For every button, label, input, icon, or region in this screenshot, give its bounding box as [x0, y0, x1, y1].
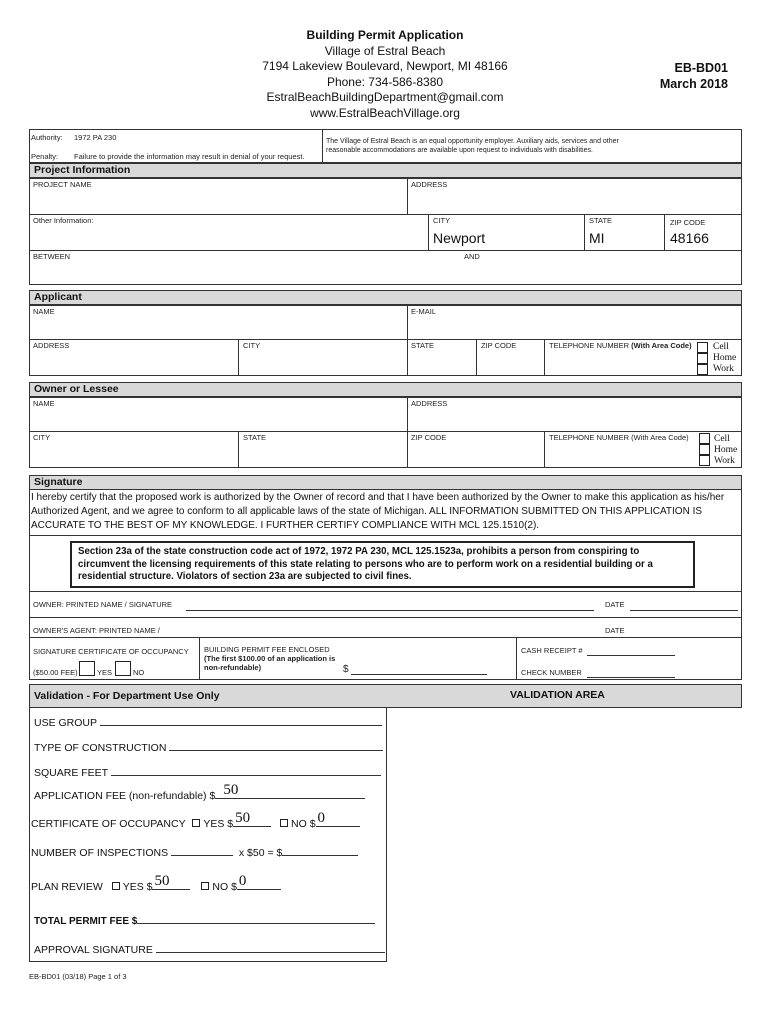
applicant-state-label: STATE	[411, 341, 435, 350]
form-title: Building Permit Application	[306, 28, 464, 42]
project-zip-label: ZIP CODE	[670, 218, 706, 227]
project-city-value[interactable]: Newport	[433, 230, 486, 246]
cert-occ-label: CERTIFICATE OF OCCUPANCY	[31, 818, 186, 830]
applicant-phone-label	[549, 341, 692, 350]
plan-no-checkbox[interactable]	[201, 882, 209, 890]
cert-occ-yes-checkbox[interactable]	[192, 819, 200, 827]
cert-occ-no-label: NO $	[291, 818, 316, 830]
page-footer: EB-BD01 (03/18) Page 1 of 3	[29, 972, 127, 981]
app-fee-label: APPLICATION FEE (non-refundable) $	[34, 790, 216, 802]
app-fee-value: 50	[223, 782, 239, 798]
divider	[238, 431, 239, 468]
cert-no-line[interactable]	[316, 810, 360, 827]
divider	[29, 617, 742, 618]
signature-heading: Signature	[29, 475, 742, 490]
divider	[584, 214, 585, 250]
divider	[199, 637, 200, 680]
approval-label: APPROVAL SIGNATURE	[34, 944, 153, 956]
cash-receipt-label: CASH RECEIPT #	[521, 646, 583, 655]
other-info-label: Other Information:	[33, 216, 94, 225]
total-fee-row	[34, 913, 375, 927]
divider	[29, 214, 742, 215]
divider	[238, 339, 239, 376]
phone-label-text: TELEPHONE NUMBER	[549, 341, 630, 350]
applicant-zip-label: ZIP CODE	[481, 341, 517, 350]
plan-yes-checkbox[interactable]	[112, 882, 120, 890]
form-code: EB-BD01	[674, 61, 728, 75]
plan-no-label: NO $	[212, 881, 237, 893]
applicant-city-label: CITY	[243, 341, 261, 350]
owner-city-label: CITY	[33, 433, 51, 442]
use-group-row	[34, 715, 382, 729]
divider	[407, 305, 408, 376]
app-fee-line[interactable]	[215, 782, 365, 799]
owner-cell-checkbox[interactable]	[699, 433, 710, 444]
applicant-home-label: Home	[713, 353, 737, 363]
org-address: 7194 Lakeview Boulevard, Newport, MI 48166	[262, 59, 508, 73]
penalty-label: Penalty:	[31, 152, 59, 161]
cert-occ-no-checkbox[interactable]	[280, 819, 288, 827]
applicant-cell-label: Cell	[713, 342, 729, 352]
applicant-work-checkbox[interactable]	[697, 364, 708, 375]
org-website: www.EstralBeachVillage.org	[310, 105, 460, 120]
divider	[476, 339, 477, 376]
owner-signature-label: OWNER: PRINTED NAME / SIGNATURE	[33, 600, 173, 609]
agent-date-label: DATE	[605, 626, 625, 635]
eeo-line1: The Village of Estral Beach is an equal opportunity employer. Auxiliary aids, services and other	[326, 138, 619, 145]
owner-name-label: NAME	[33, 399, 55, 408]
owner-cell-label: Cell	[714, 434, 730, 444]
divider	[428, 214, 429, 250]
project-box	[29, 178, 742, 285]
total-fee-label: TOTAL PERMIT FEE $	[34, 916, 138, 927]
divider	[29, 431, 742, 432]
owner-heading: Owner or Lessee	[29, 382, 742, 397]
total-fee-line[interactable]	[137, 913, 375, 924]
authority-label: Authority:	[31, 133, 63, 142]
project-address-label: ADDRESS	[411, 180, 448, 189]
use-group-label: USE GROUP	[34, 717, 97, 729]
plan-yes-label: YES $	[122, 881, 153, 893]
org-email: EstralBeachBuildingDepartment@gmail.com	[266, 90, 504, 104]
plan-yes-value: 50	[154, 873, 170, 889]
fee-enclosed-note: (The first $100.00 of an application is	[204, 654, 336, 663]
owner-signature-line[interactable]	[186, 610, 594, 611]
plan-no-value: 0	[238, 873, 247, 889]
org-phone: Phone: 734-586-8380	[326, 74, 444, 89]
plan-yes-line[interactable]	[152, 873, 190, 890]
inspections-total-line[interactable]	[282, 845, 358, 856]
fee-dollar-sign: $	[343, 664, 349, 675]
square-feet-line[interactable]	[111, 765, 381, 776]
approval-row	[34, 942, 385, 956]
owner-home-checkbox[interactable]	[699, 444, 710, 455]
applicant-home-checkbox[interactable]	[697, 353, 708, 364]
construction-label: TYPE OF CONSTRUCTION	[34, 742, 167, 754]
cert-yes-line[interactable]	[233, 810, 271, 827]
cert-yes-label: YES	[97, 668, 113, 677]
signature-line3: ACCURATE TO THE BEST OF MY KNOWLEDGE. I FURTHER CERTIFY COMPLIANCE WITH MCL 125.1510(2).	[31, 520, 540, 531]
cert-yes-value: 50	[235, 810, 251, 826]
cert-yes-checkbox[interactable]	[79, 661, 95, 676]
form-code-block	[660, 60, 728, 92]
penalty-value: Failure to provide the information may result in denial of your request.	[74, 152, 305, 161]
cert-no-label: NO	[133, 668, 145, 677]
owner-phone-label: TELEPHONE NUMBER (With Area Code)	[549, 433, 689, 442]
app-fee-row	[34, 782, 365, 802]
owner-work-label: Work	[714, 456, 735, 466]
inspections-label: NUMBER OF INSPECTIONS	[31, 847, 169, 859]
inspections-fee-label: x $50 = $	[238, 847, 283, 859]
eeo-line2: reasonable accommodations are available upon request to individuals with disabilities.	[326, 147, 593, 154]
agent-signature-label: OWNER'S AGENT: PRINTED NAME /	[33, 626, 160, 635]
divider	[664, 214, 665, 250]
project-state-value[interactable]: MI	[589, 230, 605, 246]
check-number-label: CHECK NUMBER	[521, 668, 582, 677]
cert-no-checkbox[interactable]	[115, 661, 131, 676]
between-label: BETWEEN	[33, 252, 71, 261]
applicant-address-label: ADDRESS	[33, 341, 70, 350]
cert-occ-row	[31, 810, 360, 830]
phone-label-bold: (With Area Code)	[629, 341, 692, 350]
plan-review-label: PLAN REVIEW	[31, 881, 103, 893]
project-zip-value[interactable]: 48166	[670, 230, 709, 246]
fee-amount-line[interactable]	[351, 674, 487, 675]
owner-date-label: DATE	[605, 600, 625, 609]
owner-date-line[interactable]	[630, 610, 738, 611]
use-group-line[interactable]	[100, 715, 382, 726]
approval-line[interactable]	[156, 942, 385, 953]
header	[0, 28, 770, 121]
inspections-line[interactable]	[171, 845, 233, 856]
applicant-name-label: NAME	[33, 307, 55, 316]
validation-heading: Validation - For Department Use Only	[34, 690, 220, 702]
applicant-cell-checkbox[interactable]	[697, 342, 708, 353]
project-city-label: CITY	[433, 216, 451, 225]
divider	[322, 129, 323, 163]
applicant-heading: Applicant	[29, 290, 742, 305]
signature-line1: I hereby certify that the proposed work is authorized by the Owner of record and that I have been authorized by the Owner to make this application as his/her	[31, 492, 725, 503]
cert-occ-yes-label: YES $	[203, 818, 234, 830]
inspections-row	[31, 845, 358, 859]
cert-fee-label: ($50.00 FEE)	[33, 668, 78, 677]
plan-no-line[interactable]	[237, 873, 281, 890]
validation-area-label: VALIDATION AREA	[510, 689, 605, 701]
divider	[29, 250, 742, 251]
cert-occupancy-label: SIGNATURE CERTIFICATE OF OCCUPANCY	[33, 647, 189, 656]
owner-zip-label: ZIP CODE	[411, 433, 447, 442]
owner-work-checkbox[interactable]	[699, 455, 710, 466]
authority-value: 1972 PA 230	[74, 133, 117, 142]
cert-no-value: 0	[317, 810, 326, 826]
cash-receipt-line[interactable]	[587, 655, 675, 656]
org-name: Village of Estral Beach	[324, 43, 446, 58]
divider	[407, 397, 408, 468]
project-state-label: STATE	[589, 216, 613, 225]
validation-heading-bar	[29, 684, 742, 708]
construction-row	[34, 740, 383, 754]
applicant-email-label: E-MAIL	[411, 307, 437, 316]
divider	[29, 339, 742, 340]
section-23a-notice: Section 23a of the state construction code act of 1972, 1972 PA 230, MCL 125.1523a, prohibits a person from conspiring to circumvent the licensing requirements of this state relating to persons who are to perform work on a residential building or a residential structure. Violators of section 23a are subjected to civil fines.	[70, 541, 695, 588]
project-name-label: PROJECT NAME	[33, 180, 92, 189]
fee-enclosed-note2: non-refundable)	[204, 663, 262, 672]
form-date: March 2018	[659, 77, 728, 91]
divider	[516, 637, 517, 680]
and-label: AND	[464, 252, 480, 261]
square-feet-row	[34, 765, 381, 779]
applicant-work-label: Work	[713, 364, 734, 374]
divider	[544, 339, 545, 376]
plan-review-row	[31, 873, 281, 893]
construction-line[interactable]	[169, 740, 383, 751]
divider	[544, 431, 545, 468]
divider	[407, 178, 408, 214]
check-number-line[interactable]	[587, 677, 675, 678]
owner-home-label: Home	[714, 445, 738, 455]
owner-state-label: STATE	[243, 433, 267, 442]
square-feet-label: SQUARE FEET	[34, 767, 108, 779]
owner-address-label: ADDRESS	[411, 399, 448, 408]
signature-line2: Authorized Agent, and we agree to conform to all applicable laws of the state of Michigan. ALL INFORMATION SUBMITTED ON THIS APPLICATION IS	[31, 506, 703, 517]
project-heading: Project Information	[29, 163, 742, 178]
fee-enclosed-label: BUILDING PERMIT FEE ENCLOSED	[204, 645, 330, 654]
divider	[29, 637, 742, 638]
